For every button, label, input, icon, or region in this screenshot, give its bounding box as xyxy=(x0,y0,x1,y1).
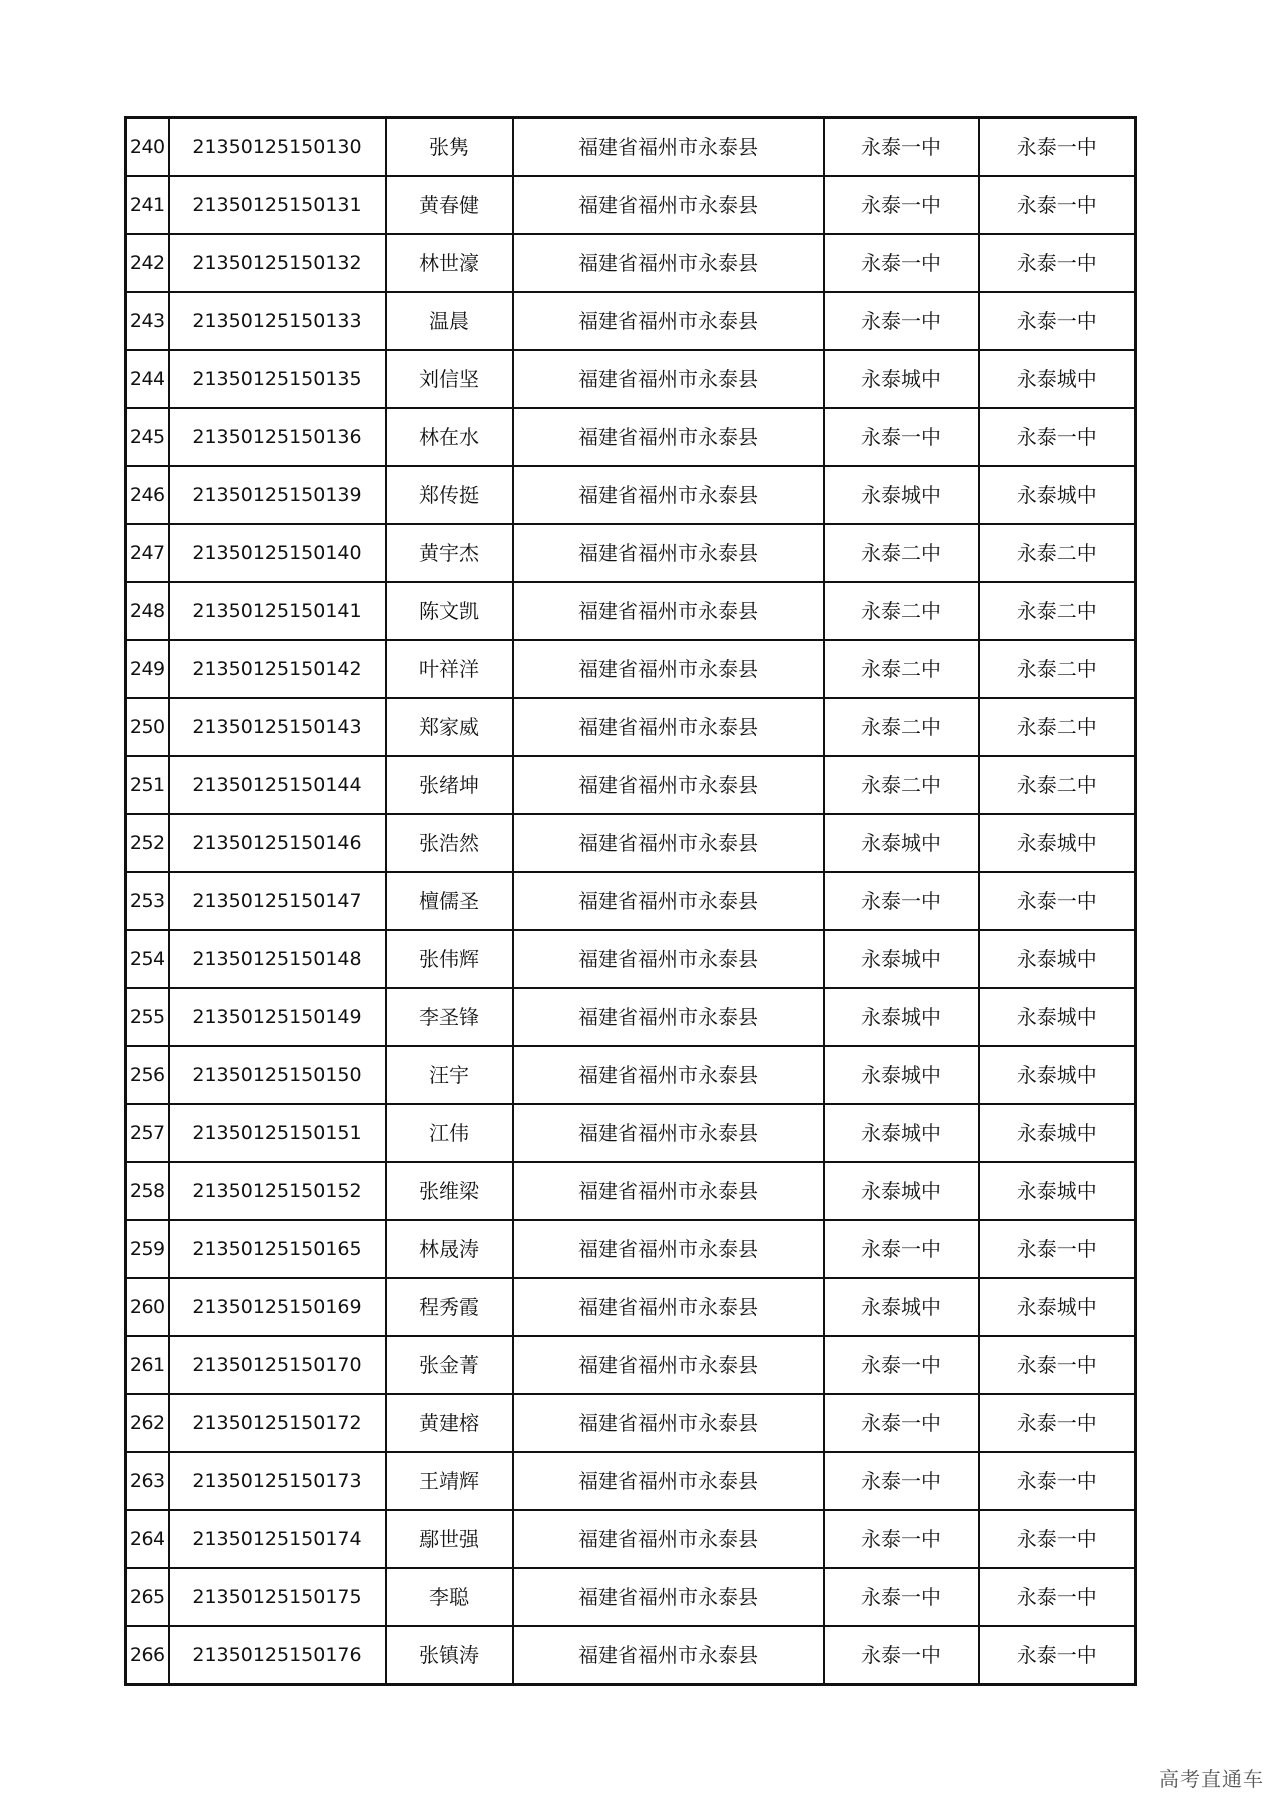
table-row xyxy=(126,756,1136,814)
student-name-cell: 江伟 xyxy=(386,1104,513,1162)
region-cell: 福建省福州市永泰县 xyxy=(513,1162,824,1220)
candidate-id-cell: 21350125150169 xyxy=(169,1278,386,1336)
student-name-cell: 张浩然 xyxy=(386,814,513,872)
school-cell: 永泰一中 xyxy=(824,1452,979,1510)
student-name-cell: 林世濠 xyxy=(386,234,513,292)
table-row xyxy=(126,872,1136,930)
table-row xyxy=(126,930,1136,988)
exam-site-cell: 永泰一中 xyxy=(979,408,1136,466)
table-row xyxy=(126,292,1136,350)
region-cell: 福建省福州市永泰县 xyxy=(513,1626,824,1685)
school-cell: 永泰二中 xyxy=(824,698,979,756)
candidate-id-cell: 21350125150175 xyxy=(169,1568,386,1626)
row-number-cell: 252 xyxy=(126,814,169,872)
table-row xyxy=(126,1104,1136,1162)
region-cell: 福建省福州市永泰县 xyxy=(513,756,824,814)
exam-site-cell: 永泰二中 xyxy=(979,756,1136,814)
region-cell: 福建省福州市永泰县 xyxy=(513,1568,824,1626)
row-number-cell: 243 xyxy=(126,292,169,350)
region-cell: 福建省福州市永泰县 xyxy=(513,1104,824,1162)
school-cell: 永泰城中 xyxy=(824,930,979,988)
student-name-cell: 张金菁 xyxy=(386,1336,513,1394)
region-cell: 福建省福州市永泰县 xyxy=(513,350,824,408)
school-cell: 永泰一中 xyxy=(824,292,979,350)
region-cell: 福建省福州市永泰县 xyxy=(513,1046,824,1104)
row-number-cell: 248 xyxy=(126,582,169,640)
table-row xyxy=(126,814,1136,872)
table-row xyxy=(126,1046,1136,1104)
candidate-id-cell: 21350125150133 xyxy=(169,292,386,350)
row-number-cell: 263 xyxy=(126,1452,169,1510)
school-cell: 永泰一中 xyxy=(824,234,979,292)
row-number-cell: 262 xyxy=(126,1394,169,1452)
row-number-cell: 260 xyxy=(126,1278,169,1336)
candidate-id-cell: 21350125150165 xyxy=(169,1220,386,1278)
row-number-cell: 266 xyxy=(126,1626,169,1685)
candidate-id-cell: 21350125150135 xyxy=(169,350,386,408)
table-row xyxy=(126,1278,1136,1336)
student-name-cell: 郑家威 xyxy=(386,698,513,756)
exam-site-cell: 永泰一中 xyxy=(979,1452,1136,1510)
school-cell: 永泰一中 xyxy=(824,118,979,177)
row-number-cell: 261 xyxy=(126,1336,169,1394)
table-row xyxy=(126,1336,1136,1394)
exam-site-cell: 永泰城中 xyxy=(979,1046,1136,1104)
candidate-id-cell: 21350125150173 xyxy=(169,1452,386,1510)
exam-site-cell: 永泰一中 xyxy=(979,292,1136,350)
school-cell: 永泰一中 xyxy=(824,872,979,930)
exam-site-cell: 永泰一中 xyxy=(979,1510,1136,1568)
region-cell: 福建省福州市永泰县 xyxy=(513,930,824,988)
school-cell: 永泰城中 xyxy=(824,1162,979,1220)
candidate-id-cell: 21350125150151 xyxy=(169,1104,386,1162)
exam-site-cell: 永泰一中 xyxy=(979,872,1136,930)
row-number-cell: 250 xyxy=(126,698,169,756)
table-row xyxy=(126,1394,1136,1452)
table-row xyxy=(126,408,1136,466)
row-number-cell: 256 xyxy=(126,1046,169,1104)
school-cell: 永泰城中 xyxy=(824,814,979,872)
exam-site-cell: 永泰城中 xyxy=(979,814,1136,872)
student-name-cell: 李圣锋 xyxy=(386,988,513,1046)
region-cell: 福建省福州市永泰县 xyxy=(513,176,824,234)
candidate-id-cell: 21350125150176 xyxy=(169,1626,386,1685)
row-number-cell: 255 xyxy=(126,988,169,1046)
school-cell: 永泰二中 xyxy=(824,640,979,698)
student-name-cell: 张镇涛 xyxy=(386,1626,513,1685)
candidate-id-cell: 21350125150139 xyxy=(169,466,386,524)
row-number-cell: 253 xyxy=(126,872,169,930)
candidate-id-cell: 21350125150143 xyxy=(169,698,386,756)
region-cell: 福建省福州市永泰县 xyxy=(513,582,824,640)
table-row xyxy=(126,1568,1136,1626)
student-name-cell: 郑传挺 xyxy=(386,466,513,524)
region-cell: 福建省福州市永泰县 xyxy=(513,118,824,177)
table-row xyxy=(126,582,1136,640)
school-cell: 永泰一中 xyxy=(824,1568,979,1626)
student-name-cell: 张隽 xyxy=(386,118,513,177)
table-row xyxy=(126,466,1136,524)
student-name-cell: 张绪坤 xyxy=(386,756,513,814)
school-cell: 永泰二中 xyxy=(824,756,979,814)
candidate-id-cell: 21350125150174 xyxy=(169,1510,386,1568)
candidate-id-cell: 21350125150148 xyxy=(169,930,386,988)
school-cell: 永泰一中 xyxy=(824,1510,979,1568)
school-cell: 永泰一中 xyxy=(824,1626,979,1685)
student-name-cell: 檀儒圣 xyxy=(386,872,513,930)
exam-site-cell: 永泰一中 xyxy=(979,1626,1136,1685)
region-cell: 福建省福州市永泰县 xyxy=(513,988,824,1046)
roster-table xyxy=(124,116,1137,1686)
region-cell: 福建省福州市永泰县 xyxy=(513,872,824,930)
candidate-id-cell: 21350125150150 xyxy=(169,1046,386,1104)
student-name-cell: 林在水 xyxy=(386,408,513,466)
candidate-id-cell: 21350125150144 xyxy=(169,756,386,814)
school-cell: 永泰二中 xyxy=(824,582,979,640)
student-name-cell: 王靖辉 xyxy=(386,1452,513,1510)
region-cell: 福建省福州市永泰县 xyxy=(513,1510,824,1568)
exam-site-cell: 永泰城中 xyxy=(979,1104,1136,1162)
student-name-cell: 叶祥洋 xyxy=(386,640,513,698)
school-cell: 永泰城中 xyxy=(824,1046,979,1104)
exam-site-cell: 永泰城中 xyxy=(979,930,1136,988)
student-name-cell: 温晨 xyxy=(386,292,513,350)
student-name-cell: 黄春健 xyxy=(386,176,513,234)
row-number-cell: 257 xyxy=(126,1104,169,1162)
candidate-id-cell: 21350125150132 xyxy=(169,234,386,292)
table-row xyxy=(126,118,1136,177)
school-cell: 永泰一中 xyxy=(824,1394,979,1452)
candidate-id-cell: 21350125150152 xyxy=(169,1162,386,1220)
student-name-cell: 黄宇杰 xyxy=(386,524,513,582)
region-cell: 福建省福州市永泰县 xyxy=(513,1336,824,1394)
table-row xyxy=(126,1626,1136,1685)
student-name-cell: 鄢世强 xyxy=(386,1510,513,1568)
candidate-id-cell: 21350125150136 xyxy=(169,408,386,466)
student-name-cell: 林晟涛 xyxy=(386,1220,513,1278)
exam-site-cell: 永泰一中 xyxy=(979,1394,1136,1452)
row-number-cell: 249 xyxy=(126,640,169,698)
student-name-cell: 汪宇 xyxy=(386,1046,513,1104)
school-cell: 永泰城中 xyxy=(824,350,979,408)
school-cell: 永泰二中 xyxy=(824,524,979,582)
student-name-cell: 程秀霞 xyxy=(386,1278,513,1336)
table-row xyxy=(126,1220,1136,1278)
school-cell: 永泰城中 xyxy=(824,466,979,524)
row-number-cell: 246 xyxy=(126,466,169,524)
school-cell: 永泰城中 xyxy=(824,1278,979,1336)
table-row xyxy=(126,234,1136,292)
candidate-id-cell: 21350125150149 xyxy=(169,988,386,1046)
row-number-cell: 241 xyxy=(126,176,169,234)
region-cell: 福建省福州市永泰县 xyxy=(513,640,824,698)
table-row xyxy=(126,176,1136,234)
exam-site-cell: 永泰二中 xyxy=(979,524,1136,582)
row-number-cell: 254 xyxy=(126,930,169,988)
watermark-text: 高考直通车 xyxy=(1159,1767,1264,1791)
exam-site-cell: 永泰城中 xyxy=(979,1278,1136,1336)
exam-site-cell: 永泰二中 xyxy=(979,640,1136,698)
row-number-cell: 259 xyxy=(126,1220,169,1278)
candidate-id-cell: 21350125150147 xyxy=(169,872,386,930)
row-number-cell: 258 xyxy=(126,1162,169,1220)
exam-site-cell: 永泰城中 xyxy=(979,1162,1136,1220)
row-number-cell: 242 xyxy=(126,234,169,292)
row-number-cell: 245 xyxy=(126,408,169,466)
school-cell: 永泰一中 xyxy=(824,1220,979,1278)
region-cell: 福建省福州市永泰县 xyxy=(513,1394,824,1452)
row-number-cell: 251 xyxy=(126,756,169,814)
region-cell: 福建省福州市永泰县 xyxy=(513,234,824,292)
table-row xyxy=(126,1162,1136,1220)
roster-body xyxy=(126,118,1136,1685)
candidate-id-cell: 21350125150140 xyxy=(169,524,386,582)
exam-site-cell: 永泰一中 xyxy=(979,234,1136,292)
exam-site-cell: 永泰城中 xyxy=(979,988,1136,1046)
candidate-id-cell: 21350125150130 xyxy=(169,118,386,177)
region-cell: 福建省福州市永泰县 xyxy=(513,1452,824,1510)
region-cell: 福建省福州市永泰县 xyxy=(513,408,824,466)
exam-site-cell: 永泰一中 xyxy=(979,176,1136,234)
candidate-id-cell: 21350125150146 xyxy=(169,814,386,872)
row-number-cell: 264 xyxy=(126,1510,169,1568)
region-cell: 福建省福州市永泰县 xyxy=(513,524,824,582)
region-cell: 福建省福州市永泰县 xyxy=(513,814,824,872)
exam-site-cell: 永泰二中 xyxy=(979,582,1136,640)
table-row xyxy=(126,524,1136,582)
student-name-cell: 李聪 xyxy=(386,1568,513,1626)
exam-site-cell: 永泰城中 xyxy=(979,350,1136,408)
exam-site-cell: 永泰一中 xyxy=(979,1336,1136,1394)
candidate-id-cell: 21350125150170 xyxy=(169,1336,386,1394)
candidate-id-cell: 21350125150141 xyxy=(169,582,386,640)
row-number-cell: 240 xyxy=(126,118,169,177)
candidate-id-cell: 21350125150131 xyxy=(169,176,386,234)
row-number-cell: 244 xyxy=(126,350,169,408)
exam-site-cell: 永泰一中 xyxy=(979,1568,1136,1626)
exam-site-cell: 永泰一中 xyxy=(979,118,1136,177)
school-cell: 永泰一中 xyxy=(824,176,979,234)
table-row xyxy=(126,1452,1136,1510)
region-cell: 福建省福州市永泰县 xyxy=(513,1278,824,1336)
table-row xyxy=(126,350,1136,408)
region-cell: 福建省福州市永泰县 xyxy=(513,292,824,350)
region-cell: 福建省福州市永泰县 xyxy=(513,466,824,524)
school-cell: 永泰城中 xyxy=(824,1104,979,1162)
exam-site-cell: 永泰二中 xyxy=(979,698,1136,756)
student-name-cell: 张伟辉 xyxy=(386,930,513,988)
student-name-cell: 张维梁 xyxy=(386,1162,513,1220)
candidate-id-cell: 21350125150142 xyxy=(169,640,386,698)
exam-site-cell: 永泰一中 xyxy=(979,1220,1136,1278)
school-cell: 永泰城中 xyxy=(824,988,979,1046)
exam-site-cell: 永泰城中 xyxy=(979,466,1136,524)
student-name-cell: 刘信坚 xyxy=(386,350,513,408)
student-name-cell: 陈文凯 xyxy=(386,582,513,640)
table-row xyxy=(126,640,1136,698)
row-number-cell: 247 xyxy=(126,524,169,582)
table-row xyxy=(126,698,1136,756)
school-cell: 永泰一中 xyxy=(824,1336,979,1394)
table-row xyxy=(126,988,1136,1046)
candidate-id-cell: 21350125150172 xyxy=(169,1394,386,1452)
table-row xyxy=(126,1510,1136,1568)
school-cell: 永泰一中 xyxy=(824,408,979,466)
region-cell: 福建省福州市永泰县 xyxy=(513,698,824,756)
row-number-cell: 265 xyxy=(126,1568,169,1626)
student-name-cell: 黄建榕 xyxy=(386,1394,513,1452)
region-cell: 福建省福州市永泰县 xyxy=(513,1220,824,1278)
